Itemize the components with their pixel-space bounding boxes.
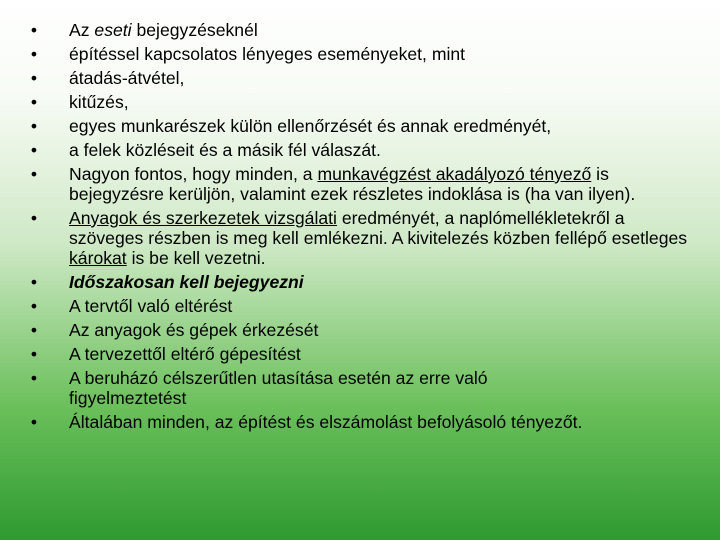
bullet-item-idoszakos: [28, 272, 708, 292]
item-underlined: Anyagok és szerkezetek vizsgálati: [69, 208, 337, 228]
item-text: átadás-átvétel,: [69, 68, 185, 88]
bullet-dot: •: [30, 296, 38, 316]
bullet-item-eseti: [28, 20, 708, 40]
item-emphasis: eseti: [94, 20, 132, 40]
bullet-item: [28, 140, 708, 160]
item-text: is be kell vezetni.: [126, 248, 266, 268]
bullet-dot: •: [30, 116, 38, 136]
bullet-item: [28, 68, 708, 88]
item-underlined: károkat: [69, 248, 127, 268]
bullet-dot: •: [30, 412, 38, 432]
item-text: egyes munkarészek külön ellenőrzését és annak eredményét,: [69, 116, 552, 136]
bullet-item: [28, 296, 708, 316]
item-text: is bejegyzésre kerüljön, valamint ezek részletes indoklása is (ha van ilyen).: [69, 164, 636, 204]
item-text: Nagyon fontos, hogy minden, a: [69, 164, 318, 184]
bullet-dot: •: [30, 68, 38, 88]
item-underlined: munkavégzést akadályozó tényező: [317, 164, 592, 184]
item-text: építéssel kapcsolatos lényeges eseményeket, mint: [69, 44, 466, 64]
bullet-dot: •: [30, 344, 38, 364]
item-text: A tervezettől eltérő gépesítést: [69, 344, 301, 364]
item-text: eredményét, a naplómellékletekről a szöveges részben is meg kell emlékezni. A kivitelezés közben fellépő esetleges: [69, 208, 688, 248]
bullet-item: [28, 116, 708, 136]
bullet-dot: •: [30, 92, 38, 112]
item-text: A tervtől való eltérést: [69, 296, 233, 316]
bullet-item: [28, 412, 708, 432]
item-text: a felek közléseit és a másik fél válaszát.: [69, 140, 381, 160]
item-text: Az anyagok és gépek érkezését: [69, 320, 319, 340]
bullet-dot: •: [30, 44, 38, 64]
bullet-item: [28, 320, 708, 340]
bullet-dot: •: [30, 208, 38, 228]
item-text: kitűzés,: [69, 92, 129, 112]
bullet-item-akadalyozo: [28, 164, 708, 204]
bullet-item: [28, 44, 708, 64]
bullet-dot: •: [30, 140, 38, 160]
bullet-item: [28, 92, 708, 112]
bullet-item: [28, 344, 708, 364]
bullet-list: [28, 20, 708, 436]
item-text: Az: [69, 20, 95, 40]
item-text: A beruházó célszerűtlen utasítása esetén az erre való figyelmeztetést: [69, 368, 488, 408]
bullet-dot: •: [30, 272, 38, 292]
item-text: Általában minden, az építést és elszámolást befolyásoló tényezőt.: [69, 412, 583, 432]
bullet-item-vizsgalati: [28, 208, 708, 268]
item-text: bejegyzéseknél: [131, 20, 258, 40]
bullet-dot: •: [30, 320, 38, 340]
bullet-dot: •: [30, 368, 38, 388]
bullet-dot: •: [30, 20, 38, 40]
bullet-item: [28, 368, 708, 408]
item-bold-italic: Időszakosan kell bejegyezni: [69, 272, 304, 292]
bullet-dot: •: [30, 164, 38, 184]
